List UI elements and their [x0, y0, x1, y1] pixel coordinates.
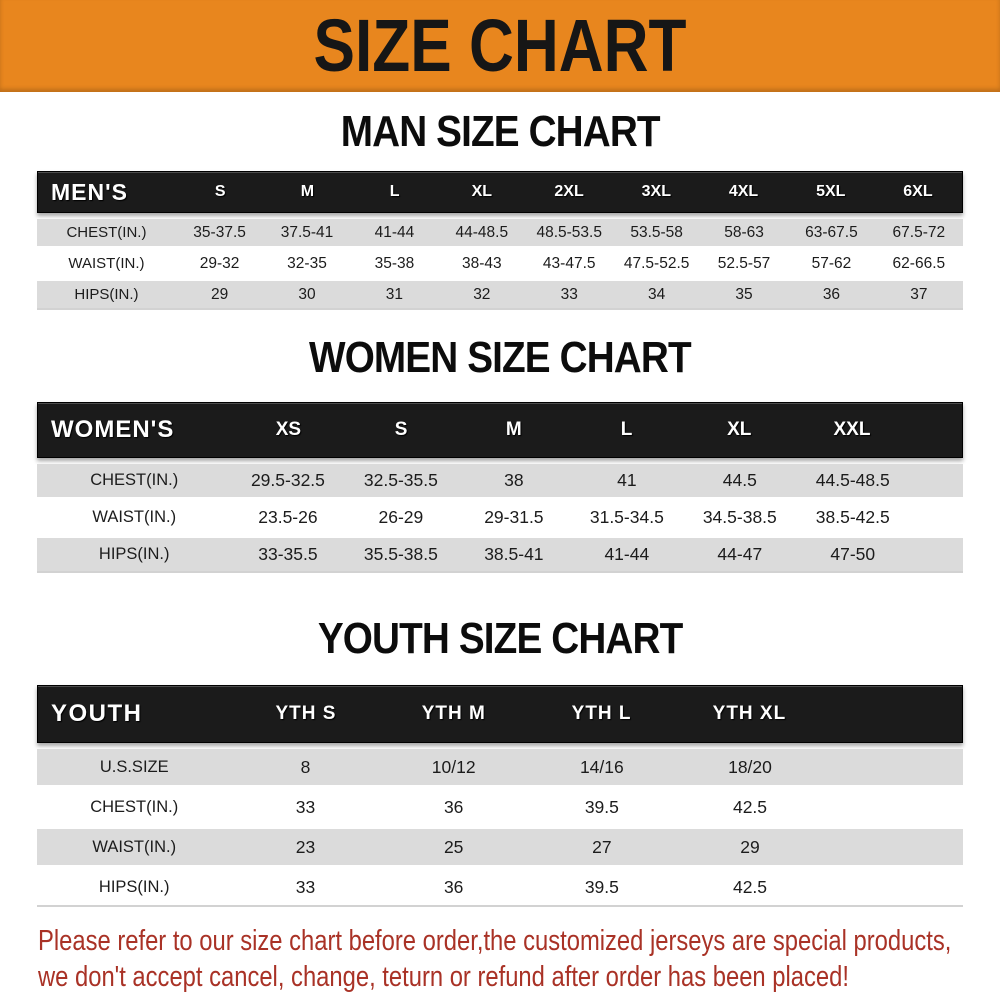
men-row-value: 63-67.5	[805, 223, 858, 241]
men-row-value: 47.5-52.5	[623, 254, 690, 272]
youth-row-value: 25	[443, 836, 464, 857]
women-row-value: 41	[617, 470, 637, 490]
women-table-body	[37, 464, 963, 573]
men-row-value: 34	[648, 285, 666, 303]
youth-row-value: 8	[300, 756, 311, 777]
men-row-value: 38-43	[461, 254, 502, 272]
men-row-label: CHEST(IN.)	[66, 224, 147, 241]
women-row-value: 29-31.5	[484, 507, 544, 527]
men-row-value: 37.5-41	[280, 223, 334, 241]
men-row-value: 30	[298, 285, 316, 303]
men-row-value: 29	[210, 285, 229, 303]
women-section-title: WOMEN SIZE CHART	[309, 333, 691, 382]
women-row-value: 34.5-38.5	[702, 507, 777, 527]
youth-section-title: YOUTH SIZE CHART	[317, 614, 683, 663]
youth-row-value: 23	[295, 836, 316, 857]
youth-size-column-header: YTH M	[421, 703, 486, 724]
youth-row-value: 33	[295, 876, 316, 897]
women-size-column-header: XS	[275, 419, 302, 440]
men-size-table	[37, 171, 963, 310]
women-row-value: 44-47	[717, 544, 763, 564]
women-size-column-header: XXL	[833, 419, 871, 440]
men-size-column-header: 4XL	[728, 183, 759, 200]
men-size-column-header: 6XL	[903, 183, 933, 200]
men-row-value: 31	[385, 285, 404, 303]
men-size-column-header: S	[214, 183, 226, 200]
men-table-row	[37, 281, 963, 308]
men-row-value: 41-44	[374, 223, 415, 241]
men-row-value: 52.5-57	[717, 254, 771, 272]
man-section-title: MAN SIZE CHART	[340, 107, 660, 156]
youth-row-value: 29	[740, 836, 760, 857]
youth-table-body	[37, 749, 963, 907]
footer-note	[38, 923, 1000, 995]
men-table-body	[37, 219, 963, 310]
men-size-column-header: L	[389, 183, 400, 200]
women-row-value: 26-29	[378, 507, 424, 527]
youth-row-label: U.S.SIZE	[99, 757, 169, 776]
youth-table-header-row	[37, 685, 963, 743]
youth-row-value: 18/20	[728, 756, 772, 777]
youth-row-label: CHEST(IN.)	[90, 797, 179, 816]
youth-row-value: 33	[295, 796, 316, 817]
youth-table-row	[37, 749, 963, 785]
men-row-value: 57-62	[811, 254, 852, 272]
youth-table-row	[37, 829, 963, 865]
youth-row-label: HIPS(IN.)	[98, 877, 170, 896]
women-row-value: 41-44	[604, 544, 650, 564]
women-row-value: 31.5-34.5	[589, 507, 664, 527]
men-size-column-header: XL	[471, 183, 493, 200]
men-row-value: 35-37.5	[193, 223, 246, 241]
women-row-value: 23.5-26	[258, 507, 318, 527]
youth-row-value: 42.5	[732, 796, 768, 817]
youth-size-column-header: YTH S	[275, 703, 337, 724]
men-row-value: 44-48.5	[455, 223, 509, 241]
footer-note-line-2: we don't accept cancel, change, teturn or refund after order has been placed!	[38, 961, 849, 993]
women-row-label: CHEST(IN.)	[90, 471, 179, 489]
youth-table-row	[37, 789, 963, 825]
men-row-value: 35	[735, 285, 753, 303]
men-row-value: 35-38	[374, 254, 415, 272]
men-row-value: 29-32	[199, 254, 240, 272]
men-row-label: WAIST(IN.)	[68, 255, 145, 272]
men-row-value: 33	[560, 285, 578, 303]
men-size-column-header: M	[300, 183, 315, 200]
youth-header-label: YOUTH	[51, 700, 143, 727]
women-size-column-header: S	[394, 419, 408, 440]
youth-row-label: WAIST(IN.)	[92, 837, 177, 856]
women-size-column-header: L	[620, 419, 633, 440]
men-row-value: 37	[910, 285, 928, 303]
women-size-table	[37, 402, 963, 573]
men-row-value: 58-63	[724, 223, 764, 241]
women-table-row	[37, 464, 963, 497]
men-row-value: 32	[473, 285, 491, 303]
women-row-value: 29.5-32.5	[250, 470, 325, 490]
women-row-label: WAIST(IN.)	[92, 508, 177, 526]
youth-size-column-header: YTH XL	[712, 703, 787, 724]
men-row-value: 48.5-53.5	[536, 223, 602, 241]
women-table-row	[37, 501, 963, 534]
women-row-value: 38.5-42.5	[815, 507, 890, 527]
men-table-row	[37, 219, 963, 246]
men-row-label: HIPS(IN.)	[74, 286, 139, 303]
women-row-value: 44.5-48.5	[815, 470, 890, 490]
men-row-value: 36	[822, 285, 841, 303]
men-size-column-header: 5XL	[816, 183, 846, 200]
banner-title: SIZE CHART	[313, 4, 687, 87]
footer-note-line-1: Please refer to our size chart before order,the customized jerseys are special products,	[38, 925, 952, 957]
youth-row-value: 14/16	[579, 756, 624, 777]
youth-size-table	[37, 685, 963, 907]
men-size-column-header: 3XL	[641, 183, 671, 200]
men-table-row	[37, 250, 963, 277]
men-row-value: 53.5-58	[630, 223, 683, 241]
men-row-value: 67.5-72	[892, 223, 946, 241]
youth-row-value: 27	[592, 836, 612, 857]
men-row-value: 43-47.5	[542, 254, 596, 272]
men-size-column-header: 2XL	[554, 183, 584, 200]
men-row-value: 62-66.5	[892, 254, 946, 272]
youth-row-value: 39.5	[584, 876, 619, 897]
youth-row-value: 10/12	[431, 756, 476, 777]
youth-size-column-header: YTH L	[571, 703, 632, 724]
women-table-header-row	[37, 402, 963, 458]
men-row-value: 32-35	[287, 254, 327, 272]
youth-row-value: 42.5	[732, 876, 768, 897]
women-size-column-header: M	[505, 419, 522, 440]
women-row-value: 38	[504, 470, 524, 490]
women-row-value: 35.5-38.5	[363, 544, 438, 564]
women-table-row	[37, 538, 963, 571]
youth-row-value: 39.5	[584, 796, 619, 817]
women-row-label: HIPS(IN.)	[98, 545, 170, 563]
women-row-value: 44.5	[722, 470, 757, 490]
women-row-value: 32.5-35.5	[363, 470, 438, 490]
youth-row-value: 36	[443, 796, 464, 817]
youth-table-row	[37, 869, 963, 905]
youth-row-value: 36	[443, 876, 464, 897]
women-row-value: 33-35.5	[258, 544, 318, 564]
banner	[0, 0, 1000, 92]
women-row-value: 47-50	[830, 544, 876, 564]
men-table-header-row	[37, 171, 963, 213]
men-header-label: MEN'S	[51, 178, 128, 205]
women-header-label: WOMEN'S	[51, 416, 175, 443]
women-size-column-header: XL	[727, 419, 752, 440]
women-row-value: 38.5-41	[484, 544, 544, 564]
